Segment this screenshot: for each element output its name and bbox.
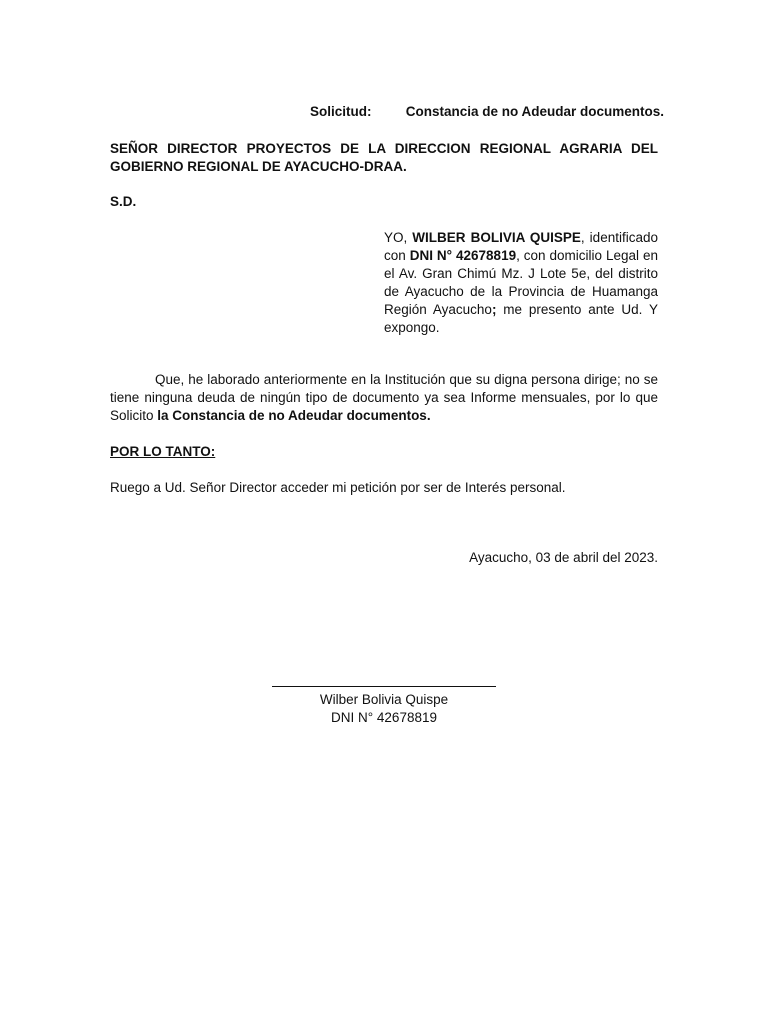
solicitud-header: [310, 103, 664, 121]
ident-dni: DNI N° 42678819: [409, 248, 517, 263]
signature-dni: DNI N° 42678819: [331, 710, 437, 725]
ruego-text: Ruego a Ud. Señor Director acceder mi petición por ser de Interés personal.: [110, 480, 566, 495]
body-request: la Constancia de no Adeudar documentos.: [157, 408, 431, 423]
identification-block: [384, 229, 658, 337]
body-text: Que, he laborado anteriormente en la Institución que su digna persona dirige; no se tiene ninguna deuda de ningún tipo de documento ya sea Informe mensuales, por lo que Solicito: [110, 372, 658, 423]
ident-mid1: , identificado con: [384, 230, 658, 263]
date-line: Ayacucho, 03 de abril del 2023.: [469, 550, 658, 565]
signature-name: Wilber Bolivia Quispe: [319, 692, 449, 707]
solicitud-label: Solicitud:: [310, 104, 372, 119]
body-paragraph: [110, 371, 658, 425]
ident-semicolon: ;: [491, 302, 497, 317]
por-lo-tanto-heading: POR LO TANTO:: [110, 444, 216, 459]
salutation: S.D.: [110, 194, 137, 209]
ident-prefix: YO,: [384, 230, 413, 245]
signature-line: [272, 686, 496, 687]
addressee-block: SEÑOR DIRECTOR PROYECTOS DE LA DIRECCION REGIONAL AGRARIA DEL GOBIERNO REGIONAL DE AYACUCHO-DRAA.: [110, 141, 658, 174]
ident-mid2: , con domicilio Legal en el Av. Gran Chimú Mz. J Lote 5e, del distrito de Ayacucho de la Provincia de Huamanga Región Ayacucho: [384, 248, 658, 317]
solicitud-value: Constancia de no Adeudar documentos.: [405, 104, 665, 119]
ident-name: WILBER BOLIVIA QUISPE: [412, 230, 581, 245]
ident-suffix: me presento ante Ud. Y expongo.: [384, 302, 658, 335]
